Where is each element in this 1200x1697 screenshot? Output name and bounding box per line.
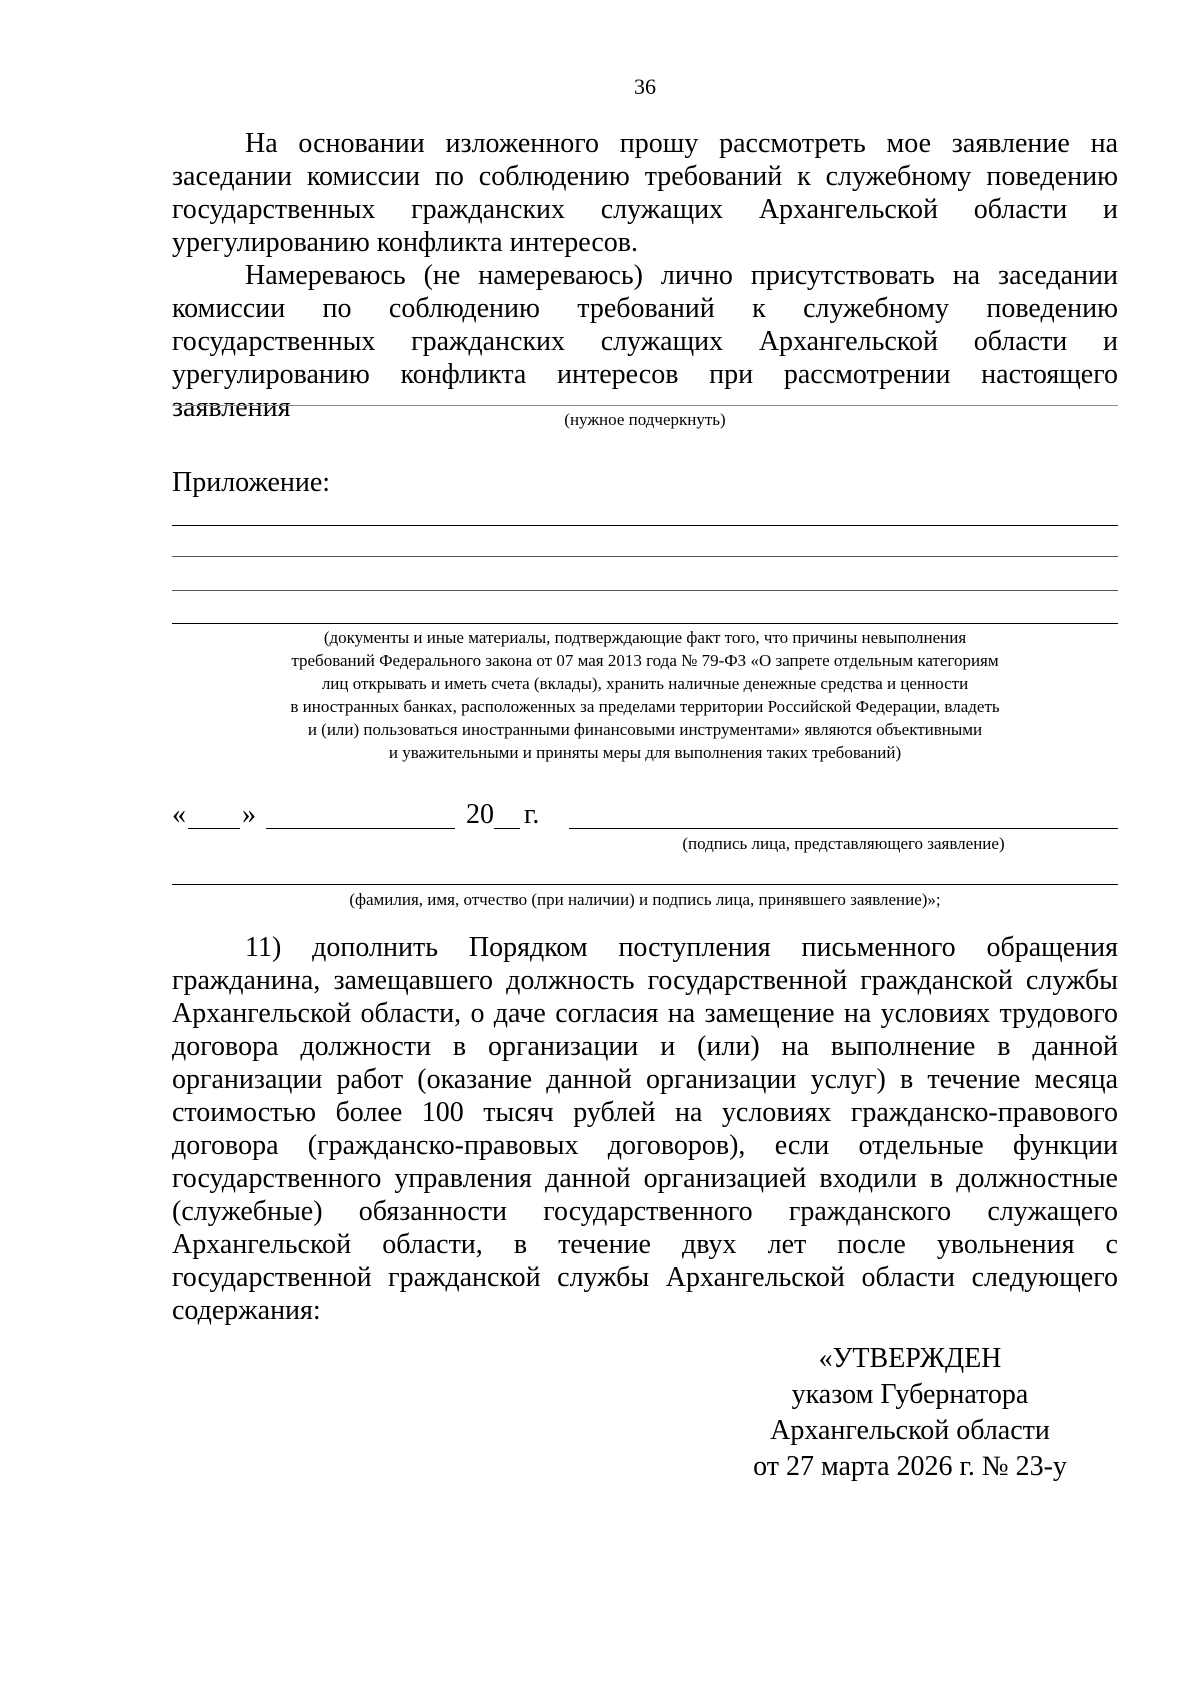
attachment-note-line: и уважительными и приняты меры для выполнения таких требований): [388, 743, 902, 762]
approval-line-region: Архангельской области: [770, 1415, 1050, 1446]
attachment-label: Приложение:: [172, 467, 331, 498]
attachment-note-line: в иностранных банках, расположенных за пределами территории Российской Федерации, владеть: [290, 697, 1000, 716]
attachment-note-line: лиц открывать и иметь счета (вклады), хранить наличные денежные средства и ценности: [321, 674, 969, 693]
receiver-line: [172, 884, 1118, 885]
receiver-note: (фамилия, имя, отчество (при наличии) и подпись лица, принявшего заявление)»;: [349, 890, 941, 909]
approval-line-date: от 27 марта 2026 г. № 23-у: [753, 1451, 1067, 1482]
date-close-quote: »: [242, 799, 256, 830]
attachment-line-2: [172, 556, 1118, 557]
signature-note: (подпись лица, представляющего заявление): [682, 834, 1005, 853]
paragraph-11-text: 11) дополнить Порядком поступления письменного обращения гражданина, замещавшего должность государственной гражданской службы Архангельской области, о даче согласия на замещение на условиях трудового договора должности в организации и (или) на выполнение в данной организации работ (оказание данной организации услуг) в течение месяца стоимостью более 100 тысяч рублей на условиях гражданско-правового договора (гражданско-правовых договоров), если отдельные функции государственного управления данной организацией входили в должностные (служебные) обязанности государственного гражданского служащего Архангельской области, в течение двух лет после увольнения с государственной гражданской службы Архангельской области следующего содержания:: [172, 932, 1118, 1326]
day-blank: [188, 828, 240, 829]
year-prefix: 20: [466, 799, 494, 830]
paragraph-attendance-intent: [172, 259, 1118, 424]
year-suffix: г.: [524, 799, 540, 830]
paragraph-consideration-request: [172, 127, 1118, 259]
date-open-quote: «: [172, 799, 186, 830]
paragraph-1-text: На основании изложенного прошу рассмотреть мое заявление на заседании комиссии по соблюдению требований к служебному поведению государственных гражданских служащих Архангельской области и урегулированию конфликта интересов.: [172, 128, 1118, 258]
paragraph-2-text: Намереваюсь (не намереваюсь) лично присутствовать на заседании комиссии по соблюдению требований к служебному поведению государственных гражданских служащих Архангельской области и урегулированию конфликта интересов при рассмотрении настоящего заявления: [172, 260, 1118, 423]
signature-blank: [569, 828, 1118, 829]
attachment-note-line: требований Федерального закона от 07 мая 2013 года № 79-ФЗ «О запрете отдельным категориям: [291, 651, 999, 670]
attachment-line-3: [172, 590, 1118, 591]
approval-stamp-text: [700, 1341, 1120, 1485]
attachment-heading: [172, 466, 1118, 499]
page-number: 36: [634, 74, 656, 99]
attachment-line-1: [172, 525, 1118, 526]
attachment-note-line: и (или) пользоваться иностранными финансовыми инструментами» являются объективными: [307, 720, 983, 739]
attachment-note-line: (документы и иные материалы, подтверждающие факт того, что причины невыполнения: [323, 628, 967, 647]
year-blank: [494, 828, 520, 829]
attachment-note: [172, 626, 1118, 764]
approval-line-approved: «УТВЕРЖДЕН: [818, 1343, 1002, 1374]
underline-note: (нужное подчеркнуть): [564, 410, 726, 429]
approval-line-decree: указом Губернатора: [791, 1379, 1029, 1410]
paragraph-11-block: [172, 931, 1118, 1327]
attachment-line-4: [172, 623, 1118, 624]
attendance-underline: [172, 405, 1118, 406]
month-blank: [266, 828, 455, 829]
